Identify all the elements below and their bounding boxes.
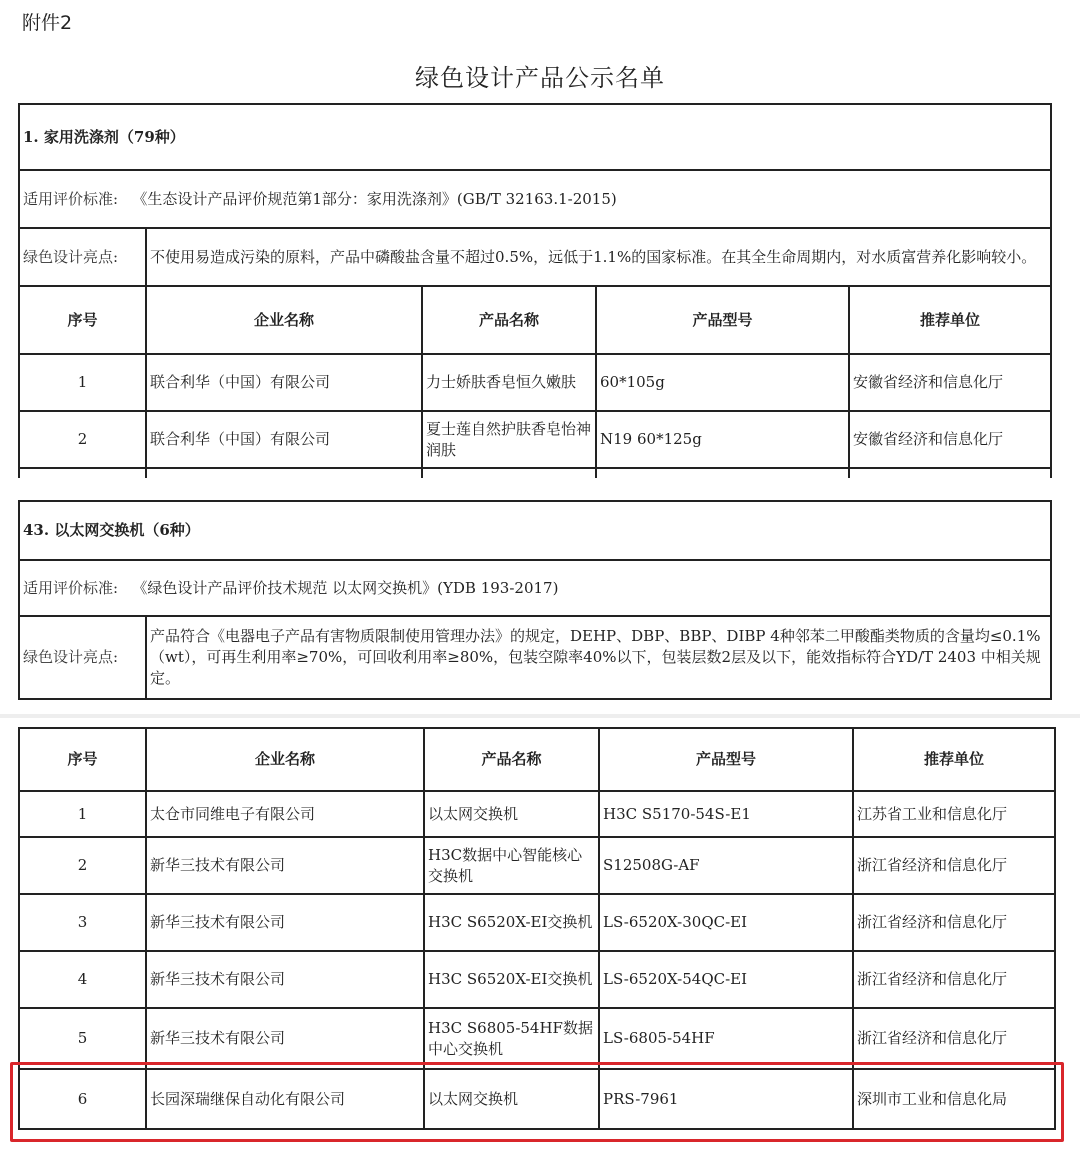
cell-company: 联合利华（中国）有限公司 (146, 354, 422, 411)
cell-product: H3C S6520X-EI交换机 (424, 951, 599, 1008)
cell-index: 5 (19, 1008, 146, 1069)
section43-table (18, 500, 1052, 700)
standard-label: 适用评价标准: (23, 189, 119, 208)
cell-product: H3C数据中心智能核心交换机 (424, 837, 599, 894)
cell-product: 夏士莲自然护肤香皂怡神润肤 (422, 411, 596, 468)
cell-product: H3C S6805-54HF数据中心交换机 (424, 1008, 599, 1069)
cell-recommender: 浙江省经济和信息化厅 (853, 951, 1055, 1008)
cell-recommender: 江苏省工业和信息化厅 (853, 791, 1055, 837)
table-row (19, 837, 1055, 894)
cell-index: 6 (19, 1069, 146, 1129)
table-row (19, 354, 1051, 411)
table-row (19, 951, 1055, 1008)
standard-label: 适用评价标准: (23, 578, 119, 597)
col-header: 产品名称 (424, 728, 599, 791)
page-title: 绿色设计产品公示名单 (415, 64, 665, 92)
cell-recommender: 深圳市工业和信息化局 (853, 1069, 1055, 1129)
col-header: 推荐单位 (853, 728, 1055, 791)
cell-recommender: 浙江省经济和信息化厅 (853, 894, 1055, 951)
section1-heading: 1. 家用洗涤剂（79种） (19, 104, 1051, 170)
col-header: 产品型号 (599, 728, 853, 791)
table-header-row (19, 286, 1051, 354)
section43-standard (19, 560, 1051, 616)
cell-company: 新华三技术有限公司 (146, 951, 424, 1008)
cell-recommender: 浙江省经济和信息化厅 (853, 837, 1055, 894)
col-header: 企业名称 (146, 728, 424, 791)
standard-text: 《生态设计产品评价规范第1部分：家用洗涤剂》(GB/T 32163.1-2015) (132, 189, 617, 208)
cell-index: 1 (19, 791, 146, 837)
cell-model: 60*105g (596, 354, 849, 411)
col-header: 企业名称 (146, 286, 422, 354)
section1-standard (19, 170, 1051, 228)
standard-text: 《绿色设计产品评价技术规范 以太网交换机》(YDB 193-2017) (132, 578, 559, 597)
highlight-label: 绿色设计亮点: (19, 228, 146, 286)
col-header: 序号 (19, 286, 146, 354)
table-row (19, 411, 1051, 468)
cell-model: N19 60*125g (596, 411, 849, 468)
cell-index: 3 (19, 894, 146, 951)
cell-company: 新华三技术有限公司 (146, 837, 424, 894)
table-row (19, 791, 1055, 837)
cell-company: 联合利华（中国）有限公司 (146, 411, 422, 468)
table-row (19, 894, 1055, 951)
section1-table (18, 103, 1052, 478)
section1-highlight: 不使用易造成污染的原料，产品中磷酸盐含量不超过0.5%，远低于1.1%的国家标准。在其全生命周期内，对水质富营养化影响较小。 (146, 228, 1051, 286)
cell-company: 新华三技术有限公司 (146, 1008, 424, 1069)
col-header: 产品型号 (596, 286, 849, 354)
cell-index: 2 (19, 837, 146, 894)
cell-recommender: 浙江省经济和信息化厅 (853, 1008, 1055, 1069)
cell-product: 以太网交换机 (424, 1069, 599, 1129)
cell-product: H3C S6520X-EI交换机 (424, 894, 599, 951)
cell-index: 4 (19, 951, 146, 1008)
section43-highlight: 产品符合《电器电子产品有害物质限制使用管理办法》的规定，DEHP、DBP、BBP、DIBP 4种邻苯二甲酸酯类物质的含量均≤0.1%（wt），可再生利用率≥70%，可回收利用率≥80%，包装空隙率40%以下，包装层数2层及以下，能效指标符合YD/T 2403 中相关规定。 (146, 616, 1051, 699)
table-header-row (19, 728, 1055, 791)
cell-model: S12508G-AF (599, 837, 853, 894)
col-header: 序号 (19, 728, 146, 791)
highlight-label: 绿色设计亮点: (19, 616, 146, 699)
cell-product: 力士娇肤香皂恒久嫩肤 (422, 354, 596, 411)
section43-heading: 43. 以太网交换机（6种） (19, 501, 1051, 560)
page-separator (0, 714, 1080, 718)
col-header: 推荐单位 (849, 286, 1051, 354)
attachment-label: 附件2 (22, 12, 73, 34)
cell-company: 新华三技术有限公司 (146, 894, 424, 951)
cell-model: LS-6805-54HF (599, 1008, 853, 1069)
cell-model: PRS-7961 (599, 1069, 853, 1129)
cell-recommender: 安徽省经济和信息化厅 (849, 354, 1051, 411)
cell-index: 2 (19, 411, 146, 468)
cell-product: 以太网交换机 (424, 791, 599, 837)
cell-model: H3C S5170-54S-E1 (599, 791, 853, 837)
cell-company: 长园深瑞继保自动化有限公司 (146, 1069, 424, 1129)
cell-company: 太仓市同维电子有限公司 (146, 791, 424, 837)
cell-model: LS-6520X-30QC-EI (599, 894, 853, 951)
cell-index: 1 (19, 354, 146, 411)
cell-recommender: 安徽省经济和信息化厅 (849, 411, 1051, 468)
cell-model: LS-6520X-54QC-EI (599, 951, 853, 1008)
table-row (19, 1008, 1055, 1069)
col-header: 产品名称 (422, 286, 596, 354)
highlight-box (10, 1062, 1064, 1142)
